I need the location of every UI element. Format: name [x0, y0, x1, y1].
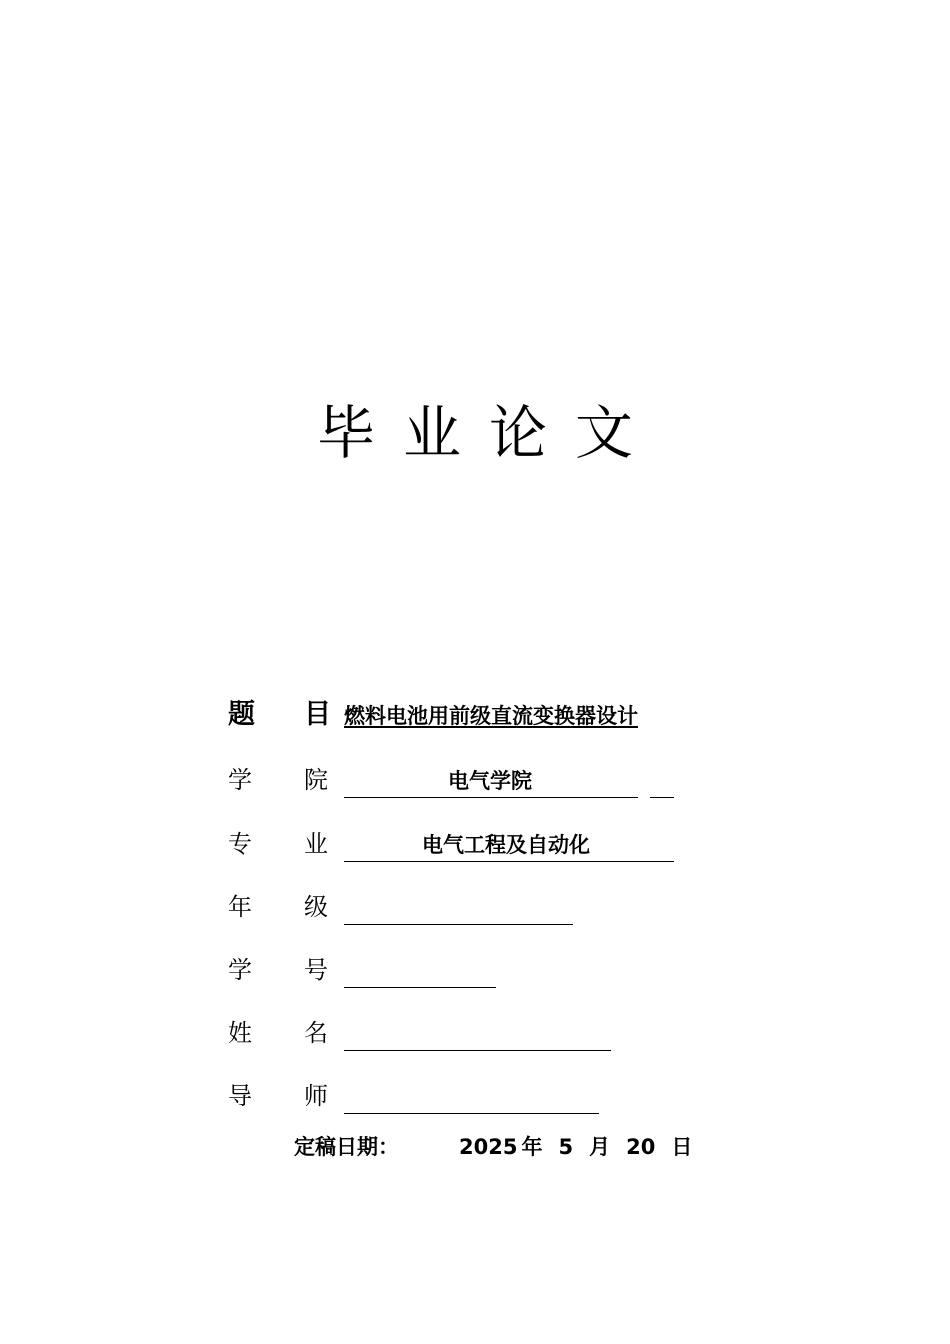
grade-field [228, 890, 728, 930]
grade-label-char1: 年 [228, 893, 252, 921]
finalization-day: 20 [626, 1135, 656, 1159]
cover-heading: 毕业论文 [316, 399, 661, 467]
finalization-date [294, 1132, 692, 1162]
college-label-char1: 学 [228, 766, 252, 794]
grade-underline [344, 924, 573, 925]
student-id-underline [344, 987, 496, 988]
advisor-field [228, 1079, 728, 1119]
major-label-char2: 业 [304, 830, 328, 858]
grade-label-char2: 级 [304, 893, 328, 921]
college-value: 电气学院 [448, 769, 532, 793]
topic-label-char1: 题 [228, 699, 255, 730]
student-id-field [228, 953, 728, 993]
major-value: 电气工程及自动化 [422, 833, 590, 857]
topic-value: 燃料电池用前级直流变换器设计 [344, 704, 638, 728]
topic-field [228, 698, 728, 738]
college-field [228, 763, 728, 803]
college-label-char2: 院 [304, 766, 328, 794]
name-field [228, 1016, 728, 1056]
college-underline [344, 797, 638, 798]
advisor-label-char1: 导 [228, 1082, 252, 1110]
college-underline-tail [650, 797, 674, 798]
finalization-year-unit: 年 [521, 1135, 543, 1159]
finalization-month-unit: 月 [589, 1135, 611, 1159]
student-id-label-char2: 号 [304, 956, 328, 984]
finalization-label: 定稿日期： [294, 1135, 399, 1159]
name-label-char1: 姓 [228, 1019, 252, 1047]
major-underline [344, 861, 674, 862]
advisor-label-char2: 师 [304, 1082, 328, 1110]
finalization-day-unit: 日 [671, 1135, 693, 1159]
name-underline [344, 1050, 611, 1051]
student-id-label-char1: 学 [228, 956, 252, 984]
finalization-month: 5 [558, 1135, 574, 1159]
major-field [228, 827, 728, 867]
name-label-char2: 名 [304, 1019, 328, 1047]
finalization-year: 2025 [459, 1135, 518, 1159]
topic-label-char2: 目 [304, 699, 331, 730]
advisor-underline [344, 1113, 599, 1114]
major-label-char1: 专 [228, 830, 252, 858]
